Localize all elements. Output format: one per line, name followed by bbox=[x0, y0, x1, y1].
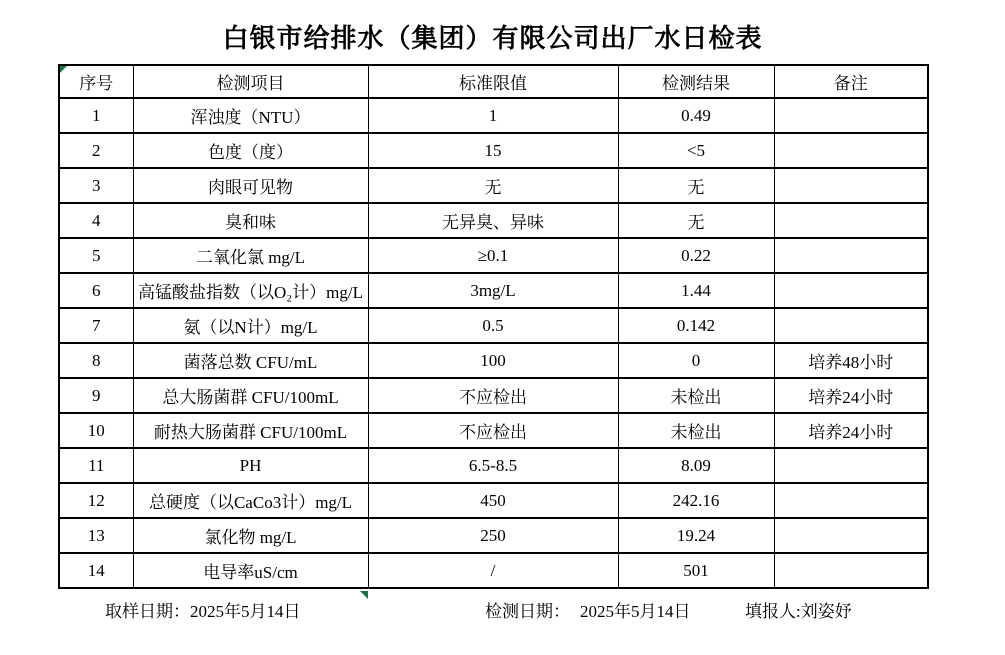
footer bbox=[0, 597, 1005, 621]
cell-test-result: 0.49 bbox=[618, 98, 774, 133]
cell-test-result: 无 bbox=[618, 168, 774, 203]
cell-remark bbox=[774, 273, 928, 308]
cell-standard-limit: 不应检出 bbox=[368, 413, 618, 448]
cell-test-result: 0.142 bbox=[618, 308, 774, 343]
table-header bbox=[59, 65, 928, 98]
cell-remark bbox=[774, 238, 928, 273]
cell-standard-limit: 100 bbox=[368, 343, 618, 378]
cell-serial-number: 9 bbox=[59, 378, 133, 413]
header-limit: 标准限值 bbox=[368, 65, 618, 98]
cell-remark bbox=[774, 553, 928, 588]
cell-test-item: 浑浊度（NTU） bbox=[133, 98, 368, 133]
table-row bbox=[59, 273, 928, 308]
cell-standard-limit: ≥0.1 bbox=[368, 238, 618, 273]
cell-test-result: 0 bbox=[618, 343, 774, 378]
cell-serial-number: 2 bbox=[59, 133, 133, 168]
cell-remark: 培养24小时 bbox=[774, 378, 928, 413]
cell-serial-number: 14 bbox=[59, 553, 133, 588]
cell-standard-limit: 无 bbox=[368, 168, 618, 203]
sampling-date-label: 取样日期： bbox=[105, 602, 190, 621]
cell-standard-limit: 1 bbox=[368, 98, 618, 133]
cell-standard-limit: 6.5-8.5 bbox=[368, 448, 618, 483]
daily-inspection-table bbox=[58, 64, 929, 589]
cell-remark bbox=[774, 483, 928, 518]
cell-test-item: 耐热大肠菌群 CFU/100mL bbox=[133, 413, 368, 448]
cell-standard-limit: 15 bbox=[368, 133, 618, 168]
cell-remark bbox=[774, 133, 928, 168]
cell-test-item: PH bbox=[133, 448, 368, 483]
cell-serial-number: 11 bbox=[59, 448, 133, 483]
cell-remark bbox=[774, 98, 928, 133]
table-row bbox=[59, 483, 928, 518]
page-title: 白银市给排水（集团）有限公司出厂水日检表 bbox=[222, 24, 763, 53]
cell-standard-limit: 0.5 bbox=[368, 308, 618, 343]
cell-serial-number: 6 bbox=[59, 273, 133, 308]
table-row bbox=[59, 308, 928, 343]
cell-test-result: 0.22 bbox=[618, 238, 774, 273]
cell-test-item: 菌落总数 CFU/mL bbox=[133, 343, 368, 378]
cell-remark bbox=[774, 168, 928, 203]
header-result: 检测结果 bbox=[618, 65, 774, 98]
table-row bbox=[59, 168, 928, 203]
cell-test-item: 氨（以N计）mg/L bbox=[133, 308, 368, 343]
cell-test-item: 高锰酸盐指数（以O₂计）mg/L bbox=[133, 273, 368, 308]
cell-test-result: 1.44 bbox=[618, 273, 774, 308]
table-row bbox=[59, 203, 928, 238]
cell-remark: 培养48小时 bbox=[774, 343, 928, 378]
table-body bbox=[59, 98, 928, 588]
header-item: 检测项目 bbox=[133, 65, 368, 98]
test-date-value: 2025年5月14日 bbox=[580, 602, 691, 621]
cell-test-result: 242.16 bbox=[618, 483, 774, 518]
cell-test-result: 8.09 bbox=[618, 448, 774, 483]
cell-test-result: 19.24 bbox=[618, 518, 774, 553]
cell-remark bbox=[774, 518, 928, 553]
table-row bbox=[59, 553, 928, 588]
table-header-row bbox=[59, 65, 928, 98]
table-row bbox=[59, 413, 928, 448]
cell-serial-number: 12 bbox=[59, 483, 133, 518]
excel-corner-marker-icon bbox=[60, 66, 67, 73]
cell-test-item: 色度（度） bbox=[133, 133, 368, 168]
cell-test-result: 未检出 bbox=[618, 413, 774, 448]
cell-test-result: 501 bbox=[618, 553, 774, 588]
table-row bbox=[59, 448, 928, 483]
cell-serial-number: 8 bbox=[59, 343, 133, 378]
cell-test-item: 氯化物 mg/L bbox=[133, 518, 368, 553]
cell-serial-number: 3 bbox=[59, 168, 133, 203]
table-row bbox=[59, 98, 928, 133]
cell-remark bbox=[774, 448, 928, 483]
cell-test-item: 二氧化氯 mg/L bbox=[133, 238, 368, 273]
sampling-date bbox=[105, 597, 301, 622]
cell-remark bbox=[774, 203, 928, 238]
test-date bbox=[485, 597, 691, 622]
cell-test-item: 电导率uS/cm bbox=[133, 553, 368, 588]
cell-test-result: 无 bbox=[618, 203, 774, 238]
cell-test-item: 肉眼可见物 bbox=[133, 168, 368, 203]
table-row bbox=[59, 133, 928, 168]
cell-test-result: <5 bbox=[618, 133, 774, 168]
sampling-date-value: 2025年5月14日 bbox=[190, 602, 301, 621]
cell-test-item: 总大肠菌群 CFU/100mL bbox=[133, 378, 368, 413]
cell-standard-limit: 无异臭、异味 bbox=[368, 203, 618, 238]
header-no: 序号 bbox=[59, 65, 133, 98]
cell-serial-number: 5 bbox=[59, 238, 133, 273]
cell-standard-limit: / bbox=[368, 553, 618, 588]
cell-remark: 培养24小时 bbox=[774, 413, 928, 448]
cell-remark bbox=[774, 308, 928, 343]
cell-test-result: 未检出 bbox=[618, 378, 774, 413]
cell-standard-limit: 250 bbox=[368, 518, 618, 553]
cell-serial-number: 7 bbox=[59, 308, 133, 343]
cell-serial-number: 13 bbox=[59, 518, 133, 553]
header-remark: 备注 bbox=[774, 65, 928, 98]
reporter-name: 刘姿妤 bbox=[800, 602, 852, 621]
cell-test-item: 总硬度（以CaCo3计）mg/L bbox=[133, 483, 368, 518]
cell-standard-limit: 3mg/L bbox=[368, 273, 618, 308]
table-row bbox=[59, 518, 928, 553]
cell-serial-number: 1 bbox=[59, 98, 133, 133]
test-date-label: 检测日期： bbox=[485, 602, 570, 621]
cell-standard-limit: 不应检出 bbox=[368, 378, 618, 413]
cell-serial-number: 10 bbox=[59, 413, 133, 448]
table-row bbox=[59, 238, 928, 273]
cell-test-item: 臭和味 bbox=[133, 203, 368, 238]
table-row bbox=[59, 343, 928, 378]
reporter-label: 填报人: bbox=[745, 602, 801, 621]
cell-serial-number: 4 bbox=[59, 203, 133, 238]
reporter bbox=[745, 597, 852, 622]
table-row bbox=[59, 378, 928, 413]
cell-standard-limit: 450 bbox=[368, 483, 618, 518]
